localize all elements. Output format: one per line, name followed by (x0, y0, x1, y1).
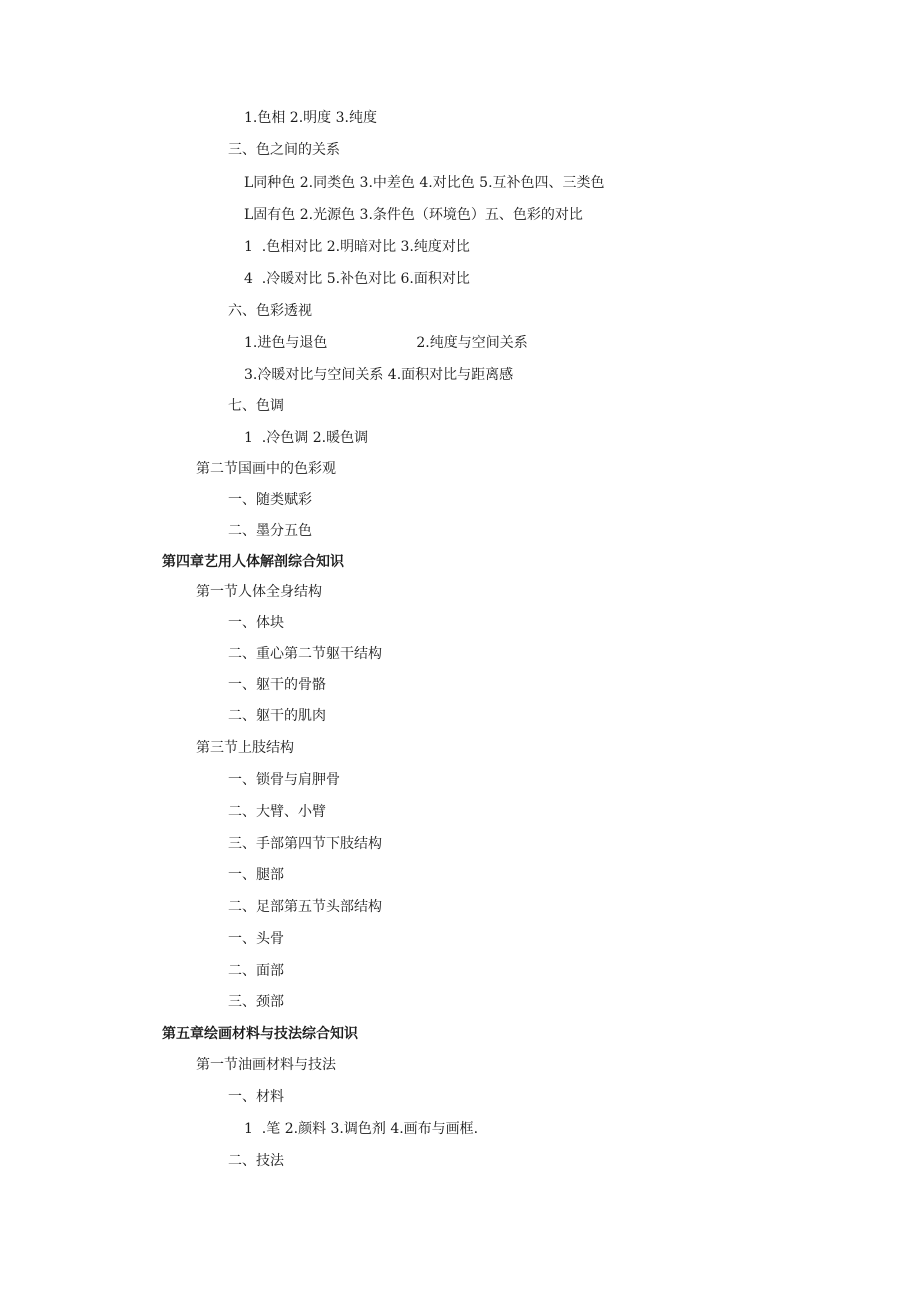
section-heading: 三、颈部 (228, 994, 284, 1010)
chapter-heading: 第五章绘画材料与技法综合知识 (162, 1026, 358, 1042)
section-heading: 一、锁骨与肩胛骨 (228, 772, 340, 788)
section-heading: 一、躯干的骨骼 (228, 677, 326, 693)
list-item: 1 .色相对比 2.明暗对比 3.纯度对比 (244, 239, 470, 255)
section-heading: 二、技法 (228, 1153, 284, 1169)
subsection-heading: 第一节人体全身结构 (196, 584, 322, 600)
list-item: 1.进色与退色 2.纯度与空间关系 (244, 335, 528, 351)
subsection-heading: 第二节国画中的色彩观 (196, 461, 336, 477)
section-heading: 二、面部 (228, 963, 284, 979)
section-heading: 一、随类赋彩 (228, 492, 312, 508)
section-heading: 一、体块 (228, 615, 284, 631)
list-item: 1 .笔 2.颜料 3.调色剂 4.画布与画框. (244, 1121, 479, 1137)
list-item: 1.色相 2.明度 3.纯度 (244, 110, 377, 126)
list-item: L固有色 2.光源色 3.条件色（环境色）五、色彩的对比 (244, 207, 583, 223)
section-heading: 二、大臂、小臂 (228, 804, 326, 820)
list-item: L同种色 2.同类色 3.中差色 4.对比色 5.互补色四、三类色 (244, 175, 605, 191)
section-heading: 一、腿部 (228, 867, 284, 883)
subsection-heading: 第一节油画材料与技法 (196, 1057, 336, 1073)
section-heading: 二、重心第二节躯干结构 (228, 646, 382, 662)
list-item: 4 .冷暖对比 5.补色对比 6.面积对比 (244, 271, 470, 287)
section-heading: 三、色之间的关系 (228, 142, 340, 158)
section-heading: 二、躯干的肌肉 (228, 708, 326, 724)
section-heading: 二、墨分五色 (228, 523, 312, 539)
chapter-heading: 第四章艺用人体解剖综合知识 (162, 554, 344, 570)
list-item: 1 .冷色调 2.暖色调 (244, 430, 369, 446)
subsection-heading: 第三节上肢结构 (196, 740, 294, 756)
section-heading: 三、手部第四节下肢结构 (228, 836, 382, 852)
section-heading: 六、色彩透视 (228, 303, 312, 319)
section-heading: 二、足部第五节头部结构 (228, 899, 382, 915)
section-heading: 一、头骨 (228, 931, 284, 947)
section-heading: 七、色调 (228, 398, 284, 414)
section-heading: 一、材料 (228, 1089, 284, 1105)
list-item: 3.冷暖对比与空间关系 4.面积对比与距离感 (244, 367, 514, 383)
